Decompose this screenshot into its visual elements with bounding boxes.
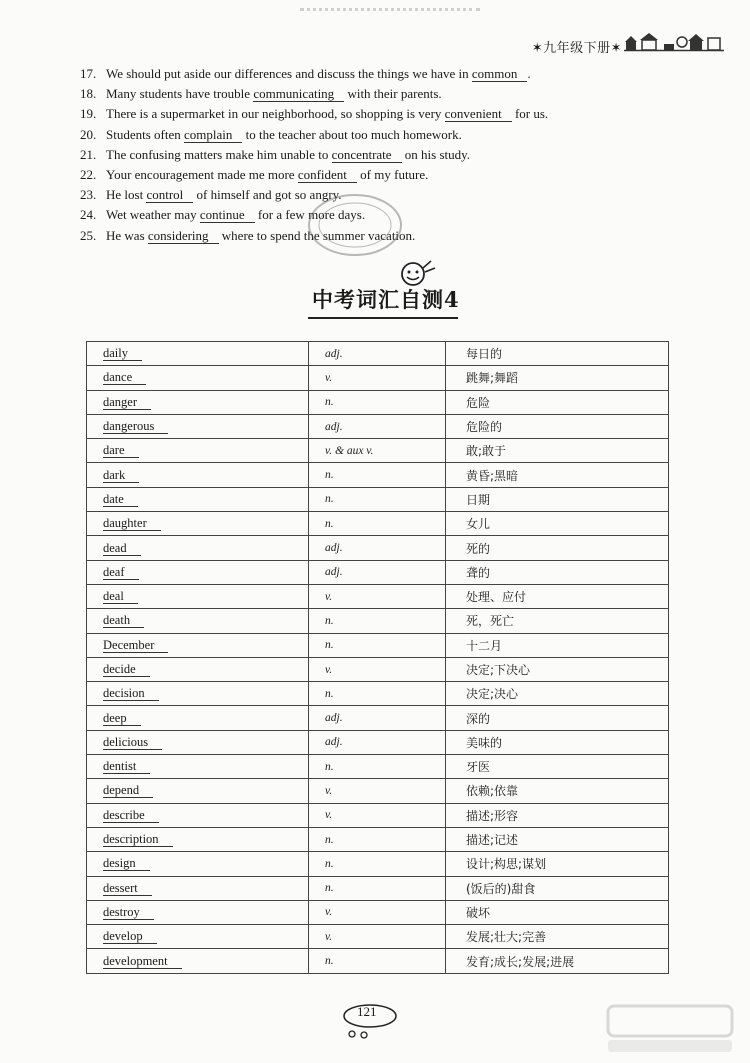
- part-of-speech: adj.: [309, 560, 446, 584]
- part-of-speech: v.: [309, 584, 446, 608]
- sentence-number: 24.: [80, 207, 97, 223]
- vocab-word: destroy: [103, 906, 154, 920]
- word-cell: [87, 900, 309, 924]
- sentence-number: 22.: [80, 166, 97, 182]
- meaning: (饭后的)甜食: [446, 876, 669, 900]
- table-row: [87, 852, 669, 876]
- meaning: 十二月: [446, 633, 669, 657]
- word-cell: [87, 657, 309, 681]
- word-cell: [87, 876, 309, 900]
- meaning: 死，死亡: [446, 609, 669, 633]
- table-row: [87, 512, 669, 536]
- sentence-number: 18.: [80, 86, 97, 102]
- table-row: [87, 366, 669, 390]
- sentence-text-after: on his study.: [401, 146, 471, 162]
- word-cell: [87, 779, 309, 803]
- word-cell: [87, 852, 309, 876]
- sentence-number: 19.: [80, 106, 97, 122]
- vocab-word: describe: [103, 809, 159, 823]
- meaning: 黄昏;黑暗: [446, 463, 669, 487]
- answer-blank: confident: [298, 168, 357, 183]
- word-cell: [87, 439, 309, 463]
- part-of-speech: adj.: [309, 342, 446, 366]
- part-of-speech: v.: [309, 779, 446, 803]
- sentence-number: 25.: [80, 227, 97, 243]
- vocab-word: date: [103, 493, 138, 507]
- part-of-speech: n.: [309, 755, 446, 779]
- meaning: 发展;壮大;完善: [446, 925, 669, 949]
- table-row: [87, 779, 669, 803]
- vocab-word: deaf: [103, 566, 139, 580]
- sentence-text-after: to the teacher about too much homework.: [242, 126, 462, 142]
- vocab-word: dangerous: [103, 420, 168, 434]
- word-cell: [87, 803, 309, 827]
- table-row: [87, 609, 669, 633]
- word-cell: [87, 463, 309, 487]
- sentence-item: [80, 125, 680, 145]
- answer-blank: concentrate: [332, 148, 402, 163]
- vocab-word: develop: [103, 930, 157, 944]
- part-of-speech: n.: [309, 633, 446, 657]
- town-skyline-icon: [624, 30, 724, 52]
- meaning: 深的: [446, 706, 669, 730]
- sentence-text-after: for a few more days.: [254, 207, 366, 223]
- word-cell: [87, 730, 309, 754]
- part-of-speech: adj.: [309, 730, 446, 754]
- meaning: 每日的: [446, 342, 669, 366]
- part-of-speech: v. & aux v.: [309, 439, 446, 463]
- part-of-speech: n.: [309, 682, 446, 706]
- meaning: 依赖;依靠: [446, 779, 669, 803]
- word-cell: [87, 414, 309, 438]
- sentence-text-before: We should put aside our differences and discuss the things we have in: [106, 66, 472, 81]
- part-of-speech: v.: [309, 803, 446, 827]
- table-row: [87, 657, 669, 681]
- sentence-text-before: The confusing matters make him unable to: [106, 146, 332, 162]
- answer-blank: complain: [184, 128, 242, 143]
- vocab-word: daughter: [103, 517, 161, 531]
- part-of-speech: adj.: [309, 706, 446, 730]
- vocab-word: death: [103, 614, 144, 628]
- part-of-speech: v.: [309, 366, 446, 390]
- sentence-text-before: Wet weather may: [106, 207, 200, 223]
- sentence-text-before: Your encouragement made me more: [106, 166, 298, 182]
- table-row: [87, 682, 669, 706]
- meaning: 美味的: [446, 730, 669, 754]
- sentence-text-before: There is a supermarket in our neighborhood, so shopping is very: [106, 106, 445, 122]
- word-cell: [87, 536, 309, 560]
- sentence-item: [80, 165, 680, 185]
- part-of-speech: n.: [309, 852, 446, 876]
- vocab-word: deep: [103, 712, 141, 726]
- vocab-word: daily: [103, 347, 142, 361]
- vocab-word: dessert: [103, 882, 152, 896]
- answer-blank: considering: [148, 229, 219, 244]
- word-cell: [87, 584, 309, 608]
- answer-blank: control: [146, 188, 193, 203]
- vocab-word: dark: [103, 469, 139, 483]
- meaning: 死的: [446, 536, 669, 560]
- header-decoration: [300, 8, 480, 25]
- meaning: 牙医: [446, 755, 669, 779]
- vocabulary-table: [86, 341, 669, 974]
- table-row: [87, 827, 669, 851]
- part-of-speech: n.: [309, 487, 446, 511]
- meaning: 描述;记述: [446, 827, 669, 851]
- sentence-item: [80, 64, 680, 84]
- sentence-text-before: He lost: [106, 187, 147, 203]
- word-cell: [87, 949, 309, 973]
- part-of-speech: n.: [309, 876, 446, 900]
- answer-blank: communicating: [253, 87, 344, 102]
- word-cell: [87, 827, 309, 851]
- sentence-text-after: with their parents.: [344, 86, 442, 102]
- vocab-word: description: [103, 833, 173, 847]
- sentence-item: [80, 84, 680, 104]
- table-row: [87, 390, 669, 414]
- word-cell: [87, 560, 309, 584]
- sentence-text-after: .: [527, 66, 531, 81]
- part-of-speech: n.: [309, 827, 446, 851]
- sentence-number: 23.: [80, 187, 97, 203]
- table-row: [87, 755, 669, 779]
- table-row: [87, 560, 669, 584]
- table-row: [87, 439, 669, 463]
- meaning: 描述;形容: [446, 803, 669, 827]
- part-of-speech: v.: [309, 925, 446, 949]
- vocab-word: design: [103, 857, 150, 871]
- part-of-speech: v.: [309, 657, 446, 681]
- part-of-speech: n.: [309, 463, 446, 487]
- table-row: [87, 706, 669, 730]
- vocab-word: dance: [103, 371, 146, 385]
- section-title: 中考词汇自测4: [312, 287, 460, 312]
- meaning: 女儿: [446, 512, 669, 536]
- table-row: [87, 876, 669, 900]
- sentence-text-after: of himself and got so angry.: [193, 187, 342, 203]
- table-row: [87, 414, 669, 438]
- meaning: 敢;敢于: [446, 439, 669, 463]
- sentence-number: 21.: [80, 146, 97, 162]
- part-of-speech: n.: [309, 949, 446, 973]
- vocab-word: development: [103, 955, 182, 969]
- sentence-text-after: for us.: [511, 106, 549, 122]
- meaning: 破坏: [446, 900, 669, 924]
- word-cell: [87, 633, 309, 657]
- table-row: [87, 803, 669, 827]
- sentence-number: 17.: [80, 66, 97, 81]
- stamp-watermark-icon: [305, 190, 405, 260]
- word-cell: [87, 487, 309, 511]
- sentence-item: [80, 104, 680, 124]
- vocab-word: dentist: [103, 760, 150, 774]
- vocab-word: decide: [103, 663, 150, 677]
- meaning: 跳舞;舞蹈: [446, 366, 669, 390]
- vocab-word: dare: [103, 444, 139, 458]
- table-row: [87, 925, 669, 949]
- table-row: [87, 536, 669, 560]
- meaning: 决定;决心: [446, 682, 669, 706]
- meaning: 决定;下决心: [446, 657, 669, 681]
- sentence-text-after: of my future.: [356, 166, 429, 182]
- page-number: 121: [357, 1004, 377, 1019]
- word-cell: [87, 755, 309, 779]
- table-row: [87, 633, 669, 657]
- table-row: [87, 949, 669, 973]
- meaning: 危险: [446, 390, 669, 414]
- part-of-speech: n.: [309, 512, 446, 536]
- part-of-speech: n.: [309, 609, 446, 633]
- vocab-word: danger: [103, 396, 151, 410]
- meaning: 聋的: [446, 560, 669, 584]
- word-cell: [87, 706, 309, 730]
- vocab-word: delicious: [103, 736, 162, 750]
- answer-blank: common: [472, 67, 528, 82]
- vocab-word: deal: [103, 590, 138, 604]
- answer-blank: continue: [200, 208, 255, 223]
- word-cell: [87, 925, 309, 949]
- vocab-word: decision: [103, 687, 159, 701]
- sentence-text-after: where to spend the summer vacation.: [218, 227, 416, 243]
- vocab-word: December: [103, 639, 168, 653]
- word-cell: [87, 390, 309, 414]
- sentence-number: 20.: [80, 126, 97, 142]
- meaning: 发育;成长;发展;进展: [446, 949, 669, 973]
- meaning: 日期: [446, 487, 669, 511]
- answer-blank: convenient: [445, 107, 512, 122]
- part-of-speech: v.: [309, 900, 446, 924]
- meaning: 处理、应付: [446, 584, 669, 608]
- meaning: 危险的: [446, 414, 669, 438]
- sentence-text-before: Many students have trouble: [106, 86, 254, 102]
- table-row: [87, 463, 669, 487]
- part-of-speech: adj.: [309, 536, 446, 560]
- table-row: [87, 900, 669, 924]
- sentence-text-before: He was: [106, 227, 148, 243]
- word-cell: [87, 609, 309, 633]
- vocab-word: depend: [103, 784, 153, 798]
- word-cell: [87, 682, 309, 706]
- table-row: [87, 342, 669, 366]
- part-of-speech: n.: [309, 390, 446, 414]
- table-row: [87, 730, 669, 754]
- table-row: [87, 584, 669, 608]
- sentence-item: [80, 145, 680, 165]
- part-of-speech: adj.: [309, 414, 446, 438]
- title-underline: [308, 317, 458, 319]
- meaning: 设计;构思;谋划: [446, 852, 669, 876]
- vocab-word: dead: [103, 542, 141, 556]
- table-row: [87, 487, 669, 511]
- sentence-text-before: Students often: [106, 126, 184, 142]
- word-cell: [87, 342, 309, 366]
- book-title: ✶九年级下册✶: [531, 41, 622, 56]
- corner-watermark-logo: [600, 1000, 740, 1055]
- word-cell: [87, 366, 309, 390]
- word-cell: [87, 512, 309, 536]
